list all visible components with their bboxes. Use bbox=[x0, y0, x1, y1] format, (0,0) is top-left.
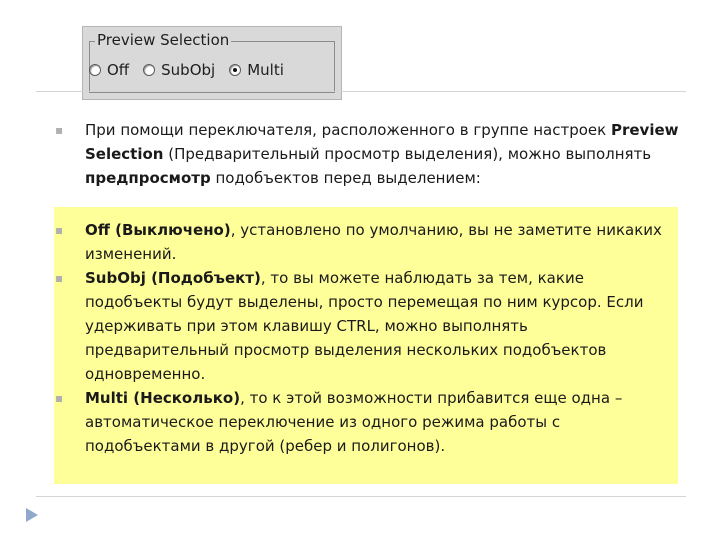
radio-off-circle-icon[interactable] bbox=[89, 64, 101, 76]
square-bullet-icon: ▪ bbox=[55, 123, 64, 137]
intro-term-preview-selection: Preview Selection bbox=[85, 121, 679, 163]
group-title: Preview Selection bbox=[97, 31, 230, 49]
radio-off-label: Off bbox=[107, 61, 130, 79]
option-term: Multi (Несколько) bbox=[85, 389, 241, 407]
radio-off[interactable] bbox=[89, 61, 129, 79]
option-description: , то вы можете наблюдать за тем, какие подобъекты будут выделены, просто перемещая по ним курсор. Если удерживать при этом клавишу CTRL, можно выполнять предварительный просмотр выделения нескольких подобъектов одновременно. bbox=[85, 269, 644, 383]
radio-subobj-circle-icon[interactable] bbox=[143, 64, 155, 76]
option-item-subobj bbox=[55, 266, 675, 386]
option-description: , установлено по умолчанию, вы не заметите никаких изменений. bbox=[85, 221, 662, 263]
square-bullet-icon: ▪ bbox=[55, 271, 64, 285]
radio-selected-dot-icon bbox=[233, 68, 237, 72]
option-term: SubObj (Подобъект) bbox=[85, 269, 261, 287]
next-arrow-icon[interactable] bbox=[26, 508, 38, 522]
intro-text-middle: (Предварительный просмотр выделения), можно выполнять bbox=[163, 145, 652, 163]
intro-text-after: подобъектов перед выделением: bbox=[210, 169, 481, 187]
intro-paragraph bbox=[55, 118, 685, 190]
radio-group bbox=[89, 61, 284, 79]
option-item-multi bbox=[55, 386, 675, 458]
option-item-off bbox=[55, 218, 675, 266]
bottom-divider bbox=[36, 496, 686, 497]
option-description: , то к этой возможности прибавится еще одна – автоматическое переключение из одного режима работы с подобъектами в другой (ребер и полигонов). bbox=[85, 389, 623, 455]
options-list bbox=[55, 218, 675, 458]
intro-text-before: При помощи переключателя, расположенного в группе настроек bbox=[85, 121, 611, 139]
preview-selection-panel bbox=[82, 26, 342, 100]
radio-multi[interactable] bbox=[229, 61, 284, 79]
intro-term-preview: предпросмотр bbox=[85, 169, 211, 187]
intro-list bbox=[55, 118, 685, 190]
radio-subobj[interactable] bbox=[143, 61, 215, 79]
top-divider bbox=[36, 91, 686, 92]
option-term: Off (Выключено) bbox=[85, 221, 231, 239]
radio-multi-circle-icon[interactable] bbox=[229, 64, 241, 76]
square-bullet-icon: ▪ bbox=[55, 223, 64, 237]
radio-subobj-label: SubObj bbox=[161, 61, 216, 79]
square-bullet-icon: ▪ bbox=[55, 391, 64, 405]
radio-multi-label: Multi bbox=[247, 61, 284, 79]
